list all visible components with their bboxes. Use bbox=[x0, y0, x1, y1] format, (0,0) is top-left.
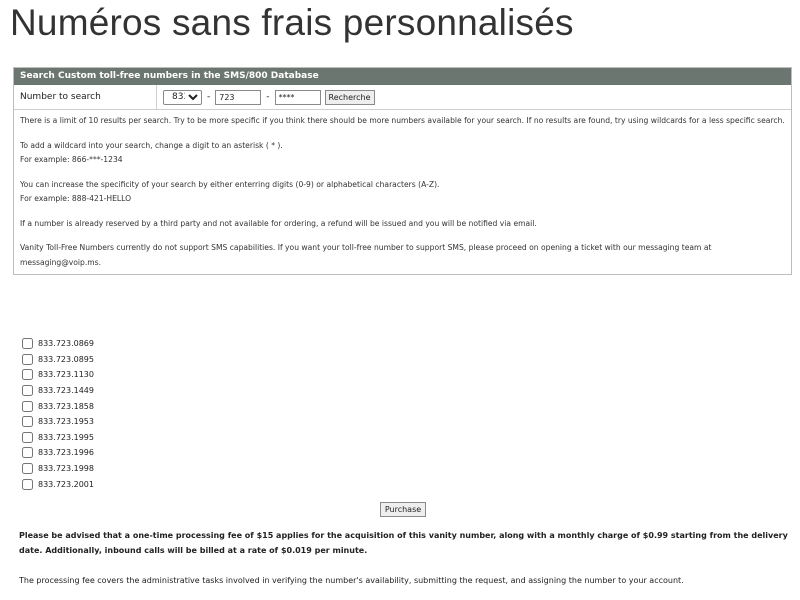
specificity-example: For example: 888-421-HELLO bbox=[20, 194, 132, 203]
number-checkbox[interactable] bbox=[22, 416, 33, 427]
number-label: 833.723.1996 bbox=[38, 448, 94, 458]
search-button[interactable]: Recherche bbox=[325, 90, 375, 105]
number-label: 833.723.2001 bbox=[38, 479, 94, 489]
number-checkbox[interactable] bbox=[22, 432, 33, 443]
prefix-input[interactable] bbox=[215, 90, 261, 105]
list-item[interactable] bbox=[22, 352, 94, 368]
number-label: 833.723.0895 bbox=[38, 354, 94, 364]
wildcard-paragraph bbox=[20, 139, 785, 168]
list-item[interactable] bbox=[22, 383, 94, 399]
line-number-input[interactable] bbox=[275, 90, 321, 105]
number-label: 833.723.0869 bbox=[38, 339, 94, 349]
number-to-search-label: Number to search bbox=[14, 85, 157, 109]
wildcard-text: To add a wildcard into your search, change a digit to an asterisk ( * ). bbox=[20, 140, 283, 150]
list-item[interactable] bbox=[22, 430, 94, 446]
results-list bbox=[22, 336, 94, 492]
search-controls bbox=[157, 85, 375, 109]
sms-text: Vanity Toll-Free Numbers currently do not support SMS capabilities. If you want your toll-free number to support SMS, please proceed on opening a ticket with our messaging team at messaging@voip.ms. bbox=[20, 243, 712, 267]
number-checkbox[interactable] bbox=[22, 385, 33, 396]
list-item[interactable] bbox=[22, 367, 94, 383]
number-label: 833.723.1998 bbox=[38, 464, 94, 474]
number-label: 833.723.1995 bbox=[38, 432, 94, 442]
reserved-text: If a number is already reserved by a third party and not available for ordering, a refund will be issued and you will be notified via email. bbox=[20, 218, 537, 228]
search-panel-header: Search Custom toll-free numbers in the SMS/800 Database bbox=[14, 68, 791, 85]
number-checkbox[interactable] bbox=[22, 401, 33, 412]
search-info bbox=[14, 110, 791, 274]
number-label: 833.723.1953 bbox=[38, 417, 94, 427]
list-item[interactable] bbox=[22, 445, 94, 461]
number-checkbox[interactable] bbox=[22, 354, 33, 365]
wildcard-example: For example: 866-***-1234 bbox=[20, 155, 123, 164]
page-title: Numéros sans frais personnalisés bbox=[10, 2, 574, 43]
list-item[interactable] bbox=[22, 476, 94, 492]
list-item[interactable] bbox=[22, 461, 94, 477]
specificity-paragraph bbox=[20, 178, 785, 207]
number-checkbox[interactable] bbox=[22, 338, 33, 349]
list-item[interactable] bbox=[22, 336, 94, 352]
search-row bbox=[14, 85, 791, 110]
number-checkbox[interactable] bbox=[22, 369, 33, 380]
search-panel bbox=[13, 67, 792, 275]
number-label: 833.723.1858 bbox=[38, 401, 94, 411]
number-label: 833.723.1449 bbox=[38, 386, 94, 396]
limit-text: There is a limit of 10 results per search. Try to be more specific if you think there should be more numbers available for your search. If no results are found, try using wildcards for a less specific search. bbox=[20, 116, 785, 125]
number-checkbox[interactable] bbox=[22, 447, 33, 458]
number-checkbox[interactable] bbox=[22, 463, 33, 474]
number-label: 833.723.1130 bbox=[38, 370, 94, 380]
number-checkbox[interactable] bbox=[22, 479, 33, 490]
list-item[interactable] bbox=[22, 414, 94, 430]
area-code-select[interactable] bbox=[163, 90, 202, 105]
separator-dash: - bbox=[266, 92, 270, 102]
specificity-text: You can increase the specificity of your search by either enterring digits (0-9) or alphabetical characters (A-Z). bbox=[20, 179, 440, 189]
fee-notice: Please be advised that a one-time processing fee of $15 applies for the acquisition of this vanity number, along with a monthly charge of $0.99 starting from the delivery date. Additionally, inbound calls will be billed at a rate of $0.019 per minute. bbox=[19, 531, 788, 555]
fee-detail: The processing fee covers the administrative tasks involved in verifying the number's availability, submitting the request, and assigning the number to your account. bbox=[19, 576, 684, 585]
list-item[interactable] bbox=[22, 398, 94, 414]
purchase-button[interactable]: Purchase bbox=[380, 502, 426, 517]
separator-dash: - bbox=[207, 92, 211, 102]
